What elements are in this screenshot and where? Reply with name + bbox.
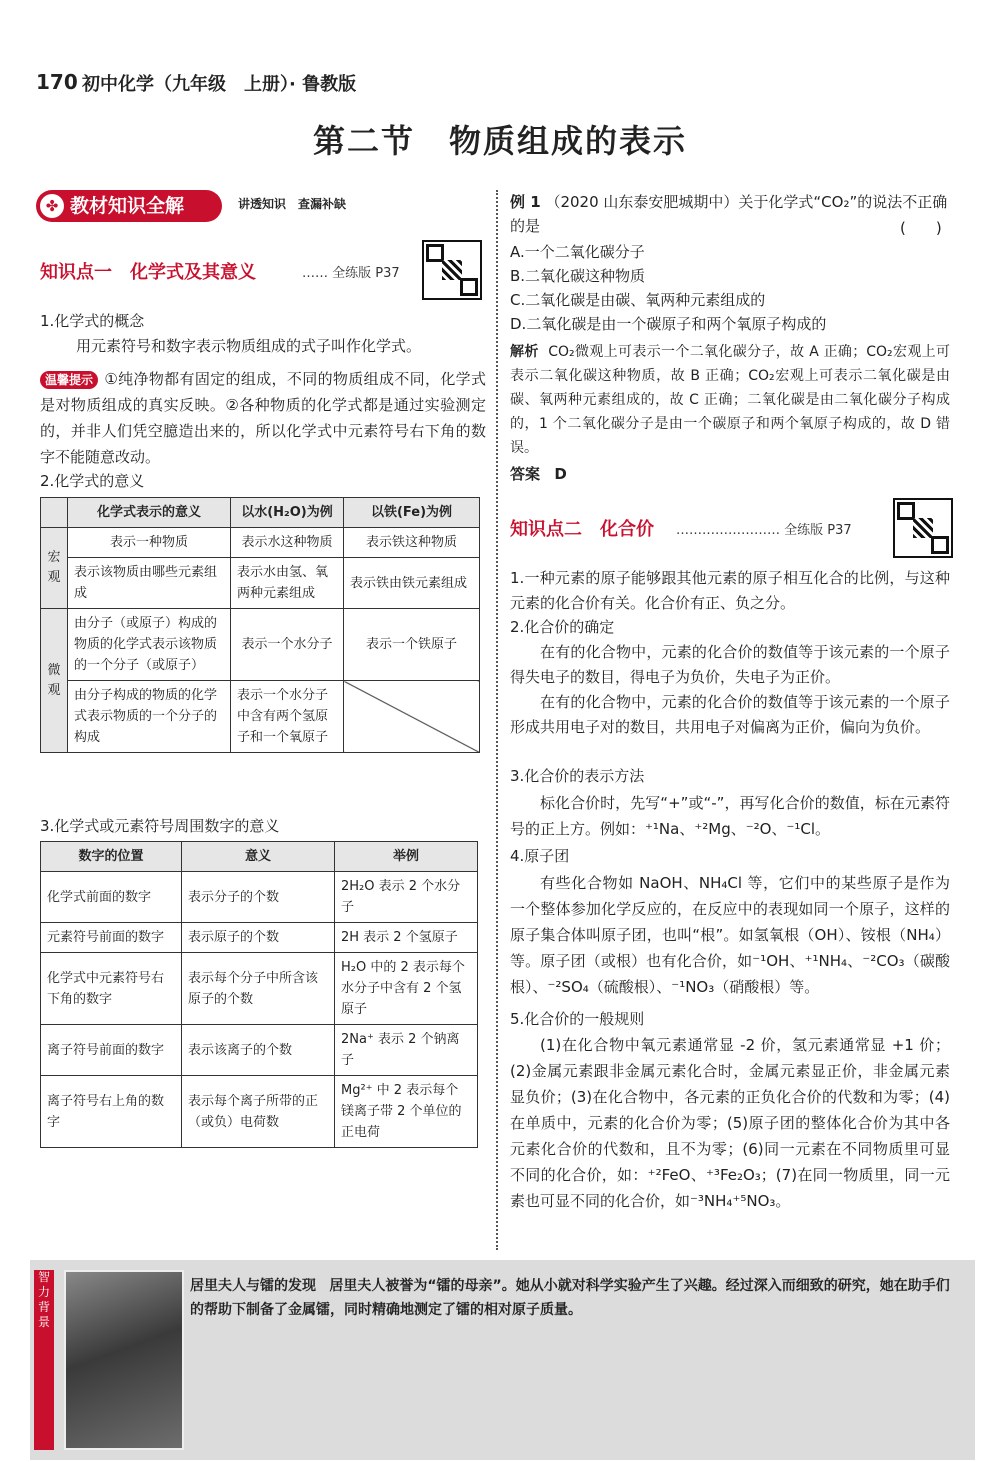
qr-code-icon[interactable] [893, 498, 953, 558]
example-question: （2020 山东泰安肥城期中）关于化学式“CO₂”的说法不正确的是 [510, 193, 948, 235]
micro-label: 微观 [41, 609, 68, 753]
table-row [41, 953, 478, 1025]
kp1-ref: …… 全练版 P37 [302, 266, 400, 281]
table-cell: 表示每个离子所带的正（或负）电荷数 [182, 1076, 335, 1148]
table-cell: 2H 表示 2 个氢原子 [335, 923, 478, 953]
table-cell: 元素符号前面的数字 [41, 923, 182, 953]
table-row [41, 1025, 478, 1076]
table-cell: 由分子（或原子）构成的物质的化学式表示该物质的一个分子（或原子） [68, 609, 231, 681]
kp2-s4-heading: 4.原子团 [510, 847, 570, 865]
table-cell: 2Na⁺ 表示 2 个钠离子 [335, 1025, 478, 1076]
table-cell: 表示每个分子中所含该原子的个数 [182, 953, 335, 1025]
table-cell: 表示原子的个数 [182, 923, 335, 953]
kp1-s1-text: 用元素符号和数字表示物质组成的式子叫作化学式。 [76, 337, 422, 355]
kp2-p3: 标化合价时，先写“+”或“-”，再写化合价的数值，标在元素符号的正上方。例如：⁺¹Na、⁺²Mg、⁻²O、⁻¹Cl。 [510, 794, 950, 838]
answer [510, 462, 567, 486]
kp2-p1: 1.一种元素的原子能够跟其他元素的原子相互化合的比例，与这种元素的化合价有关。化合价有正、负之分。 [510, 569, 950, 612]
kp2-p5-prefix: (1) [540, 1036, 562, 1054]
kp1-s1-heading: 1.化学式的概念 [40, 312, 145, 330]
kp2-p5 [510, 1032, 950, 1214]
example-label: 例 1 [510, 193, 541, 211]
table-header: 以水(H₂O)为例 [231, 498, 344, 528]
kp2-s5-heading: 5.化合价的一般规则 [510, 1010, 645, 1028]
table-cell: 2H₂O 表示 2 个水分子 [335, 872, 478, 923]
option-b: B.二氧化碳这种物质 [510, 267, 646, 285]
analysis [510, 340, 950, 460]
answer-value: D [554, 465, 567, 483]
kp2-title: 知识点二 化合价 [510, 519, 654, 540]
table-cell: 表示该物质由哪些元素组成 [68, 558, 231, 609]
option-a: A.一个二氧化碳分子 [510, 243, 645, 261]
option-d: D.二氧化碳是由一个碳原子和两个氧原子构成的 [510, 315, 827, 333]
table-cell: 表示一种物质 [68, 528, 231, 558]
table-row [41, 558, 480, 609]
footer-tab-label: 智力背景 [34, 1270, 54, 1450]
kp1-s3-heading: 3.化学式或元素符号周围数字的意义 [40, 817, 280, 835]
knowledge-banner [36, 190, 222, 222]
kp2-p4: 有些化合物如 NaOH、NH₄Cl 等，它们中的某些原子是作为一个整体参加化学反应的，在反应中的表现如同一个原子，这样的原子集合体叫原子团，也叫“根”。如氢氧根（OH）、铵根（NH₄）等。原子团（或根）也有化合价，如⁻¹OH、⁺¹NH₄、⁻²CO₃（碳酸根）、⁻²SO₄（硫酸根）、⁻¹NO₃（硝酸根）等。 [510, 874, 950, 996]
table-cell: Mg²⁺ 中 2 表示每个镁离子带 2 个单位的正电荷 [335, 1076, 478, 1148]
answer-label: 答案 [510, 465, 541, 483]
table-cell: 表示一个水分子 [231, 609, 344, 681]
option-c: C.二氧化碳是由碳、氧两种元素组成的 [510, 291, 766, 309]
banner-subtitle: 讲透知识 查漏补缺 [238, 197, 347, 211]
story-title: 居里夫人与镭的发现 [190, 1278, 316, 1294]
qr-code-icon[interactable] [422, 240, 482, 300]
table-row [41, 1076, 478, 1148]
table-cell: 表示铁由铁元素组成 [344, 558, 480, 609]
table-row [41, 923, 478, 953]
table-cell: 表示水这种物质 [231, 528, 344, 558]
meaning-table [40, 497, 480, 753]
macro-label: 宏观 [41, 528, 68, 609]
diagonal-empty-cell [344, 681, 480, 753]
table-row [41, 872, 478, 923]
analysis-text: CO₂微观上可表示一个二氧化碳分子，故 A 正确；CO₂宏观上可表示二氧化碳这种物质，故 B 正确；CO₂宏观上可表示二氧化碳是由碳、氧两种元素组成的，故 C 正确；二氧化碳是由二氧化碳分子构成的，1 个二氧化碳分子是由一个碳原子和两个氧原子构成的，故 D 错误。 [510, 344, 951, 456]
table-row [41, 528, 480, 558]
table-cell: H₂O 中的 2 表示每个水分子中含有 2 个氢原子 [335, 953, 478, 1025]
kp2-p2a: 在有的化合物中，元素的化合价的数值等于该元素的一个原子得失电子的数目，得电子为负价，失电子为正价。 [510, 643, 950, 686]
kp1-s2-heading: 2.化学式的意义 [40, 472, 145, 490]
table-cell: 化学式中元素符号右下角的数字 [41, 953, 182, 1025]
tip-text: ①纯净物都有固定的组成，不同的物质组成不同，化学式是对物质组成的真实反映。②各种物质的化学式都是通过实验测定的，并非人们凭空臆造出来的，所以化学式中元素符号右下角的数字不能随意改动。 [40, 370, 486, 466]
answer-bracket: ( ) [900, 219, 942, 237]
table-corner [41, 498, 68, 528]
table-header: 以铁(Fe)为例 [344, 498, 480, 528]
table-cell: 由分子构成的物质的化学式表示物质的一个分子的构成 [68, 681, 231, 753]
kp2-s3-heading: 3.化合价的表示方法 [510, 767, 645, 785]
table-header: 意义 [182, 842, 335, 872]
table-header: 举例 [335, 842, 478, 872]
table-cell: 化学式前面的数字 [41, 872, 182, 923]
table-cell: 表示水由氢、氧两种元素组成 [231, 558, 344, 609]
table-header: 化学式表示的意义 [68, 498, 231, 528]
kp2-s2-heading: 2.化合价的确定 [510, 618, 615, 636]
table-cell: 表示铁这种物质 [344, 528, 480, 558]
curie-portrait-image [64, 1270, 184, 1450]
table-cell: 表示一个铁原子 [344, 609, 480, 681]
table-row [41, 681, 480, 753]
kp1-tip [40, 366, 486, 470]
table-cell: 表示分子的个数 [182, 872, 335, 923]
page-number: 170 [36, 70, 78, 94]
kp2-ref: …………………… 全练版 P37 [676, 523, 852, 538]
footer-story [190, 1274, 960, 1322]
kp2-p2b: 在有的化合物中，元素的化合价的数值等于该元素的一个原子形成共用电子对的数目，共用电子对偏离为正价，偏向为负价。 [510, 693, 950, 736]
table-cell: 表示该离子的个数 [182, 1025, 335, 1076]
book-title: 初中化学（九年级 上册）· 鲁教版 [82, 74, 357, 95]
table-cell: 表示一个水分子中含有两个氢原子和一个氧原子 [231, 681, 344, 753]
table-cell: 离子符号右上角的数字 [41, 1076, 182, 1148]
banner-title: 教材知识全解 [70, 195, 185, 217]
numbers-table [40, 841, 478, 1148]
flower-icon: ✤ [40, 194, 64, 218]
section-title: 第二节 物质组成的表示 [312, 122, 687, 160]
analysis-label: 解析 [510, 344, 539, 360]
table-header: 数字的位置 [41, 842, 182, 872]
table-row [41, 609, 480, 681]
kp1-title: 知识点一 化学式及其意义 [40, 262, 256, 283]
story-text: 居里夫人被誉为“镭的母亲”。她从小就对科学实验产生了兴趣。经过深入而细致的研究，她在助手们的帮助下制备了金属镭，同时精确地测定了镭的相对原子质量。 [190, 1278, 950, 1318]
example-stem [510, 190, 950, 238]
kp2-p5-text: 在化合物中氧元素通常显 -2 价，氢元素通常显 +1 价；(2)金属元素跟非金属元素化合时，金属元素显正价，非金属元素显负价；(3)在化合物中，各元素的正负化合价的代数和为零；(4)在单质中，元素的化合价为零；(5)原子团的整体化合价为其中各元素化合价的代数和，且不为零；(6)同一元素在不同物质里可显不同的化合价，如：⁺²FeO、⁺³Fe₂O₃；(7)在同一物质里，同一元素也可显不同的化合价，如⁻³NH₄⁺⁵NO₃。 [510, 1036, 950, 1210]
table-cell: 离子符号前面的数字 [41, 1025, 182, 1076]
tip-badge: 温馨提示 [40, 371, 98, 389]
column-divider [496, 190, 498, 1250]
